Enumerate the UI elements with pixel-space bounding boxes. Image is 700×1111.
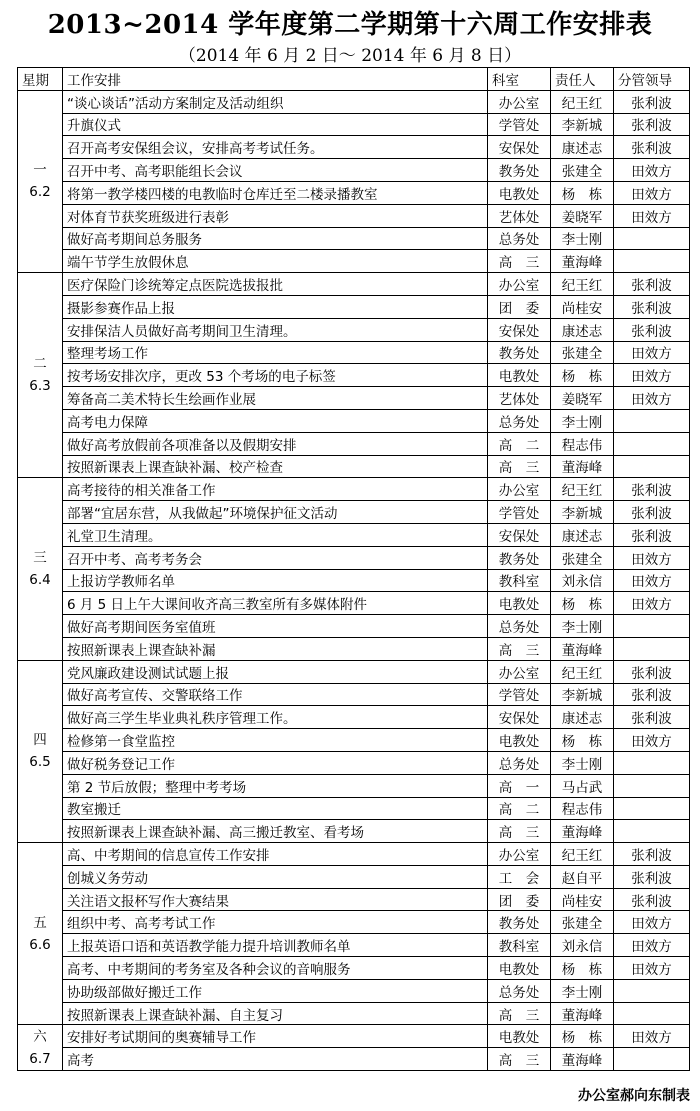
dept-cell: 教科室 [488,569,551,592]
task-cell: 高考、中考期间的考务室及各种会议的音响服务 [63,957,488,980]
person-cell: 张建全 [551,911,614,934]
table-row [18,1048,690,1071]
day-name: 二 [33,356,47,373]
task-cell: 检修第一食堂监控 [63,729,488,752]
person-cell: 姜晓军 [551,387,614,410]
person-cell: 杨 栋 [551,364,614,387]
table-row [18,364,690,387]
table-row [18,204,690,227]
lead-cell: 田效方 [614,159,690,182]
lead-cell [614,1048,690,1071]
dept-cell: 教务处 [488,911,551,934]
person-cell: 纪王红 [551,478,614,501]
table-row [18,341,690,364]
lead-cell: 田效方 [614,181,690,204]
task-cell: 做好高三学生毕业典礼秩序管理工作。 [63,706,488,729]
dept-cell: 高 三 [488,250,551,273]
table-row [18,387,690,410]
person-cell: 纪王红 [551,843,614,866]
dept-cell: 电教处 [488,592,551,615]
lead-cell: 张利波 [614,888,690,911]
lead-cell: 田效方 [614,1025,690,1048]
dept-cell: 高 一 [488,774,551,797]
task-cell: 对体育节获奖班级进行表彰 [63,204,488,227]
lead-cell [614,774,690,797]
lead-cell: 张利波 [614,273,690,296]
table-row [18,888,690,911]
table-row [18,820,690,843]
task-cell: 上报英语口语和英语教学能力提升培训教师名单 [63,934,488,957]
task-cell: 按照新课表上课查缺补漏、高三搬迁教室、看考场 [63,820,488,843]
day-name: 五 [33,914,47,931]
person-cell: 尚桂安 [551,888,614,911]
task-cell: 按照新课表上课查缺补漏、自主复习 [63,1002,488,1025]
dept-cell: 工 会 [488,865,551,888]
person-cell: 杨 栋 [551,592,614,615]
dept-cell: 高 三 [488,1002,551,1025]
person-cell: 张建全 [551,546,614,569]
task-cell: 高考 [63,1048,488,1071]
table-row [18,934,690,957]
lead-cell: 田效方 [614,204,690,227]
dept-cell: 安保处 [488,706,551,729]
lead-cell [614,979,690,1002]
lead-cell [614,615,690,638]
task-cell: 召开中考、高考考务会 [63,546,488,569]
lead-cell: 张利波 [614,113,690,136]
person-cell: 赵自平 [551,865,614,888]
dept-cell: 电教处 [488,729,551,752]
person-cell: 康述志 [551,136,614,159]
task-cell: 做好高考宣传、交警联络工作 [63,683,488,706]
person-cell: 刘永信 [551,569,614,592]
day-name: 一 [33,162,47,179]
lead-cell: 张利波 [614,706,690,729]
person-cell: 杨 栋 [551,181,614,204]
table-row [18,706,690,729]
person-cell: 程志伟 [551,432,614,455]
task-cell: 升旗仪式 [63,113,488,136]
table-row [18,318,690,341]
lead-cell: 张利波 [614,90,690,113]
person-cell: 董海峰 [551,250,614,273]
person-cell: 马占武 [551,774,614,797]
task-cell: 整理考场工作 [63,341,488,364]
dept-cell: 高 二 [488,432,551,455]
lead-cell: 张利波 [614,478,690,501]
task-cell: 礼堂卫生清理。 [63,523,488,546]
lead-cell: 张利波 [614,523,690,546]
dept-cell: 学管处 [488,501,551,524]
person-cell: 纪王红 [551,273,614,296]
table-row [18,136,690,159]
dept-cell: 艺体处 [488,204,551,227]
person-cell: 程志伟 [551,797,614,820]
table-row [18,501,690,524]
lead-cell: 张利波 [614,318,690,341]
task-cell: 6 月 5 日上午大课间收齐高三教室所有多媒体附件 [63,592,488,615]
lead-cell: 田效方 [614,569,690,592]
person-cell: 李新城 [551,683,614,706]
lead-cell [614,797,690,820]
day-cell [18,843,63,1025]
header-row [18,68,690,91]
lead-cell: 田效方 [614,911,690,934]
dept-cell: 安保处 [488,136,551,159]
footer-credit: 办公室郝向东制表 [578,1088,690,1104]
dept-cell: 办公室 [488,843,551,866]
dept-cell: 高 二 [488,797,551,820]
table-row [18,1002,690,1025]
lead-cell [614,250,690,273]
lead-cell: 张利波 [614,136,690,159]
day-name: 四 [33,732,47,749]
person-cell: 尚桂安 [551,295,614,318]
table-row [18,113,690,136]
day-date: 6.3 [29,378,51,395]
task-cell: 高、中考期间的信息宣传工作安排 [63,843,488,866]
table-row [18,592,690,615]
lead-cell: 田效方 [614,546,690,569]
task-cell: 上报访学教师名单 [63,569,488,592]
dept-cell: 电教处 [488,1025,551,1048]
task-cell: 安排好考试期间的奥赛辅导工作 [63,1025,488,1048]
person-cell: 董海峰 [551,455,614,478]
task-cell: 做好高考期间总务服务 [63,227,488,250]
dept-cell: 团 委 [488,888,551,911]
person-cell: 康述志 [551,318,614,341]
table-row [18,478,690,501]
dept-cell: 总务处 [488,409,551,432]
lead-cell: 张利波 [614,865,690,888]
person-cell: 康述志 [551,523,614,546]
person-cell: 李士刚 [551,227,614,250]
task-cell: 创城义务劳动 [63,865,488,888]
task-cell: 筹备高二美术特长生绘画作业展 [63,387,488,410]
task-cell: 安排保洁人员做好高考期间卫生清理。 [63,318,488,341]
dept-cell: 电教处 [488,364,551,387]
person-cell: 李士刚 [551,979,614,1002]
schedule-body [18,90,690,1070]
table-row [18,683,690,706]
task-cell: 将第一教学楼四楼的电教临时仓库迁至二楼录播教室 [63,181,488,204]
table-row [18,273,690,296]
table-row [18,660,690,683]
lead-cell: 田效方 [614,934,690,957]
table-row [18,1025,690,1048]
lead-cell: 田效方 [614,592,690,615]
dept-cell: 高 三 [488,1048,551,1071]
header-dept: 科室 [488,68,551,91]
person-cell: 张建全 [551,341,614,364]
table-row [18,957,690,980]
lead-cell: 田效方 [614,957,690,980]
task-cell: 关注语文报杯写作大赛结果 [63,888,488,911]
person-cell: 董海峰 [551,637,614,660]
day-cell [18,478,63,660]
person-cell: 李士刚 [551,615,614,638]
table-row [18,979,690,1002]
dept-cell: 总务处 [488,615,551,638]
table-row [18,751,690,774]
person-cell: 康述志 [551,706,614,729]
dept-cell: 办公室 [488,478,551,501]
lead-cell [614,1002,690,1025]
dept-cell: 团 委 [488,295,551,318]
table-row [18,523,690,546]
lead-cell [614,432,690,455]
task-cell: 做好税务登记工作 [63,751,488,774]
person-cell: 杨 栋 [551,957,614,980]
schedule-table [17,67,690,1071]
date-range: （2014 年 6 月 2 日～ 2014 年 6 月 8 日） [178,46,522,66]
task-cell: 端午节学生放假休息 [63,250,488,273]
header-task: 工作安排 [63,68,488,91]
lead-cell [614,751,690,774]
day-date: 6.5 [29,754,51,771]
person-cell: 杨 栋 [551,729,614,752]
table-row [18,295,690,318]
lead-cell: 张利波 [614,660,690,683]
dept-cell: 办公室 [488,90,551,113]
day-date: 6.4 [29,572,51,589]
person-cell: 纪王红 [551,660,614,683]
table-row [18,774,690,797]
person-cell: 张建全 [551,159,614,182]
table-row [18,865,690,888]
table-row [18,90,690,113]
table-row [18,159,690,182]
task-cell: 第 2 节后放假；整理中考考场 [63,774,488,797]
table-row [18,432,690,455]
person-cell: 杨 栋 [551,1025,614,1048]
task-cell: 按照新课表上课查缺补漏 [63,637,488,660]
day-name: 六 [33,1028,47,1045]
task-cell: 做好高考期间医务室值班 [63,615,488,638]
lead-cell [614,409,690,432]
dept-cell: 办公室 [488,660,551,683]
dept-cell: 学管处 [488,683,551,706]
day-cell [18,90,63,272]
person-cell: 董海峰 [551,1048,614,1071]
person-cell: 纪王红 [551,90,614,113]
task-cell: 召开高考安保组会议，安排高考考试任务。 [63,136,488,159]
table-row [18,546,690,569]
dept-cell: 总务处 [488,979,551,1002]
table-row [18,409,690,432]
dept-cell: 教务处 [488,546,551,569]
header-lead: 分管领导 [614,68,690,91]
task-cell: 高考接待的相关准备工作 [63,478,488,501]
lead-cell: 张利波 [614,683,690,706]
task-cell: 协助级部做好搬迁工作 [63,979,488,1002]
dept-cell: 教务处 [488,341,551,364]
table-row [18,911,690,934]
dept-cell: 电教处 [488,181,551,204]
task-cell: 党风廉政建设测试试题上报 [63,660,488,683]
task-cell: 高考电力保障 [63,409,488,432]
dept-cell: 教务处 [488,159,551,182]
lead-cell [614,820,690,843]
table-row [18,797,690,820]
task-cell: 部署“宜居东营，从我做起”环境保护征文活动 [63,501,488,524]
table-row [18,615,690,638]
lead-cell: 田效方 [614,341,690,364]
header-person: 责任人 [551,68,614,91]
dept-cell: 艺体处 [488,387,551,410]
dept-cell: 学管处 [488,113,551,136]
table-row [18,843,690,866]
lead-cell: 张利波 [614,843,690,866]
table-row [18,729,690,752]
table-row [18,569,690,592]
dept-cell: 安保处 [488,318,551,341]
lead-cell [614,637,690,660]
person-cell: 李士刚 [551,409,614,432]
dept-cell: 教科室 [488,934,551,957]
task-cell: 按照新课表上课查缺补漏、校产检查 [63,455,488,478]
table-row [18,455,690,478]
person-cell: 李士刚 [551,751,614,774]
person-cell: 董海峰 [551,1002,614,1025]
table-row [18,181,690,204]
dept-cell: 电教处 [488,957,551,980]
task-cell: 按考场安排次序，更改 53 个考场的电子标签 [63,364,488,387]
person-cell: 董海峰 [551,820,614,843]
table-row [18,227,690,250]
task-cell: 做好高考放假前各项准备以及假期安排 [63,432,488,455]
dept-cell: 安保处 [488,523,551,546]
person-cell: 李新城 [551,501,614,524]
task-cell: 医疗保险门诊统筹定点医院选拔报批 [63,273,488,296]
task-cell: 教室搬迁 [63,797,488,820]
day-cell [18,660,63,842]
table-row [18,250,690,273]
person-cell: 李新城 [551,113,614,136]
lead-cell [614,227,690,250]
lead-cell [614,455,690,478]
lead-cell: 张利波 [614,295,690,318]
person-cell: 刘永信 [551,934,614,957]
day-date: 6.7 [29,1050,51,1067]
page-title: 2013~2014 学年度第二学期第十六周工作安排表 [47,10,653,40]
header-day: 星期 [18,68,63,91]
dept-cell: 高 三 [488,637,551,660]
day-date: 6.6 [29,936,51,953]
task-cell: “谈心谈话”活动方案制定及活动组织 [63,90,488,113]
day-cell [18,1025,63,1071]
person-cell: 姜晓军 [551,204,614,227]
dept-cell: 高 三 [488,820,551,843]
day-name: 三 [33,550,47,567]
lead-cell: 田效方 [614,364,690,387]
day-date: 6.2 [29,184,51,201]
lead-cell: 张利波 [614,501,690,524]
lead-cell: 田效方 [614,387,690,410]
task-cell: 召开中考、高考职能组长会议 [63,159,488,182]
lead-cell: 田效方 [614,729,690,752]
task-cell: 摄影参赛作品上报 [63,295,488,318]
dept-cell: 办公室 [488,273,551,296]
table-row [18,637,690,660]
task-cell: 组织中考、高考考试工作 [63,911,488,934]
dept-cell: 高 三 [488,455,551,478]
dept-cell: 总务处 [488,751,551,774]
dept-cell: 总务处 [488,227,551,250]
day-cell [18,273,63,478]
